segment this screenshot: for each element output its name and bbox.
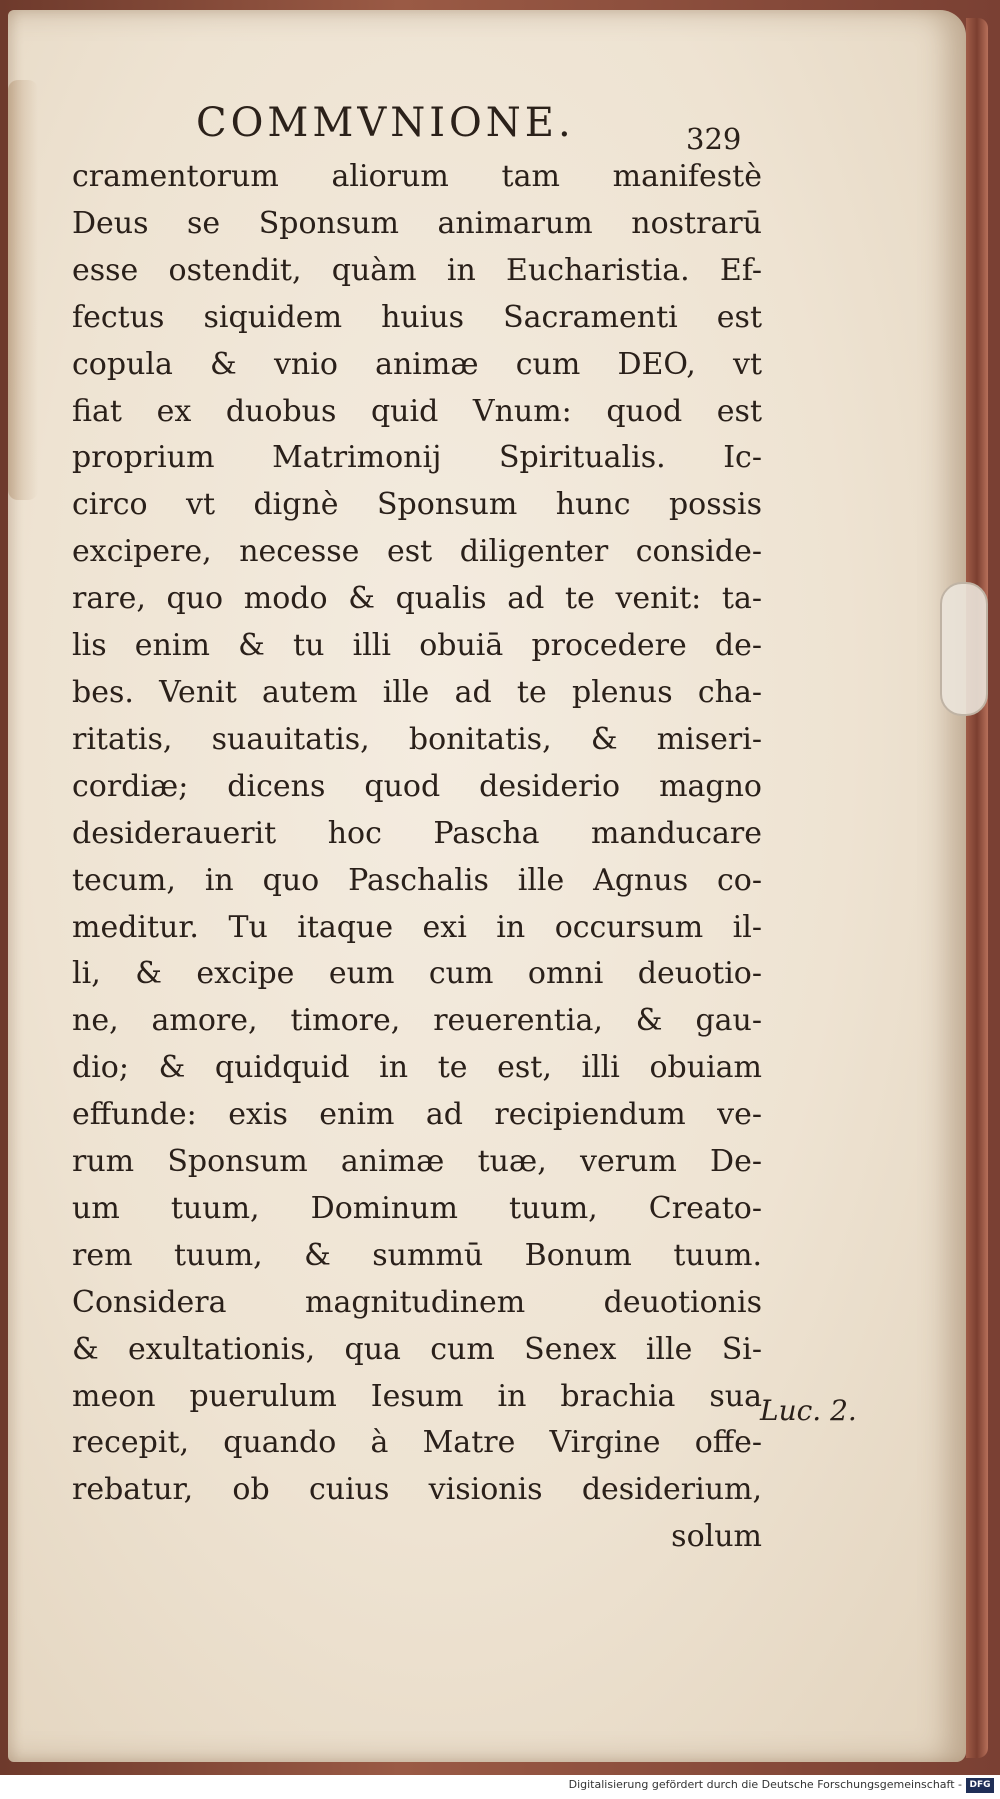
text-line: cordiæ; dicens quod desiderio magno (72, 768, 762, 804)
funding-credit: Digitalisierung gefördert durch die Deutsche Forschungsgemeinschaft - (568, 1778, 962, 1791)
text-line: effunde: exis enim ad recipiendum ve- (72, 1097, 762, 1133)
text-line: um tuum, Dominum tuum, Creato- (72, 1190, 762, 1226)
text-line: lis enim & tu illi obuiā procedere de- (72, 628, 762, 664)
book-edge (966, 18, 988, 1758)
text-line: dio; & quidquid in te est, illi obuiam (72, 1050, 762, 1086)
text-line: li, & excipe eum cum omni deuotio- (72, 956, 762, 992)
text-line: fectus siquidem huius Sacramenti est (72, 299, 762, 335)
text-line: Considera magnitudinem deuotionis (72, 1284, 762, 1320)
text-line: circo vt dignè Sponsum hunc possis (72, 487, 762, 523)
text-line: tecum, in quo Paschalis ille Agnus co- (72, 862, 762, 898)
text-line: rare, quo modo & qualis ad te venit: ta- (72, 581, 762, 617)
text-line: proprium Matrimonij Spiritualis. Ic- (72, 440, 762, 476)
catchword: solum (671, 1519, 762, 1555)
text-line: meon puerulum Iesum in brachia sua (72, 1378, 762, 1414)
text-line: excipere, necesse est diligenter conside- (72, 534, 762, 570)
text-line: ritatis, suauitatis, bonitatis, & miseri- (72, 721, 762, 757)
text-line: rebatur, ob cuius visionis desiderium, (72, 1472, 762, 1508)
text-line: bes. Venit autem ille ad te plenus cha- (72, 674, 762, 710)
text-line: copula & vnio animæ cum DEO, vt (72, 346, 762, 382)
text-line: rum Sponsum animæ tuæ, verum De- (72, 1144, 762, 1180)
text-line: cramentorum aliorum tam manifestè (72, 159, 762, 194)
page-clip-mark (940, 582, 988, 716)
margin-note: Luc. 2. (760, 1394, 857, 1427)
text-line: recepit, quando à Matre Virgine offe- (72, 1425, 762, 1461)
dfg-logo: DFG (966, 1778, 994, 1793)
footer-bar (0, 1775, 1000, 1799)
text-line: & exultationis, qua cum Senex ille Si- (72, 1331, 762, 1367)
text-line: fiat ex duobus quid Vnum: quod est (72, 393, 762, 429)
text-line: rem tuum, & summū Bonum tuum. (72, 1237, 762, 1273)
running-head: COMMVNIONE. (196, 100, 575, 146)
page-number: 329 (686, 122, 742, 156)
text-line: esse ostendit, quàm in Eucharistia. Ef- (72, 252, 762, 288)
text-line: Deus se Sponsum animarum nostrarū (72, 205, 762, 241)
text-block (72, 154, 762, 1561)
text-line: desiderauerit hoc Pascha manducare (72, 815, 762, 851)
gutter-stain (8, 80, 38, 500)
text-line: ne, amore, timore, reuerentia, & gau- (72, 1003, 762, 1039)
text-line: meditur. Tu itaque exi in occursum il- (72, 909, 762, 945)
